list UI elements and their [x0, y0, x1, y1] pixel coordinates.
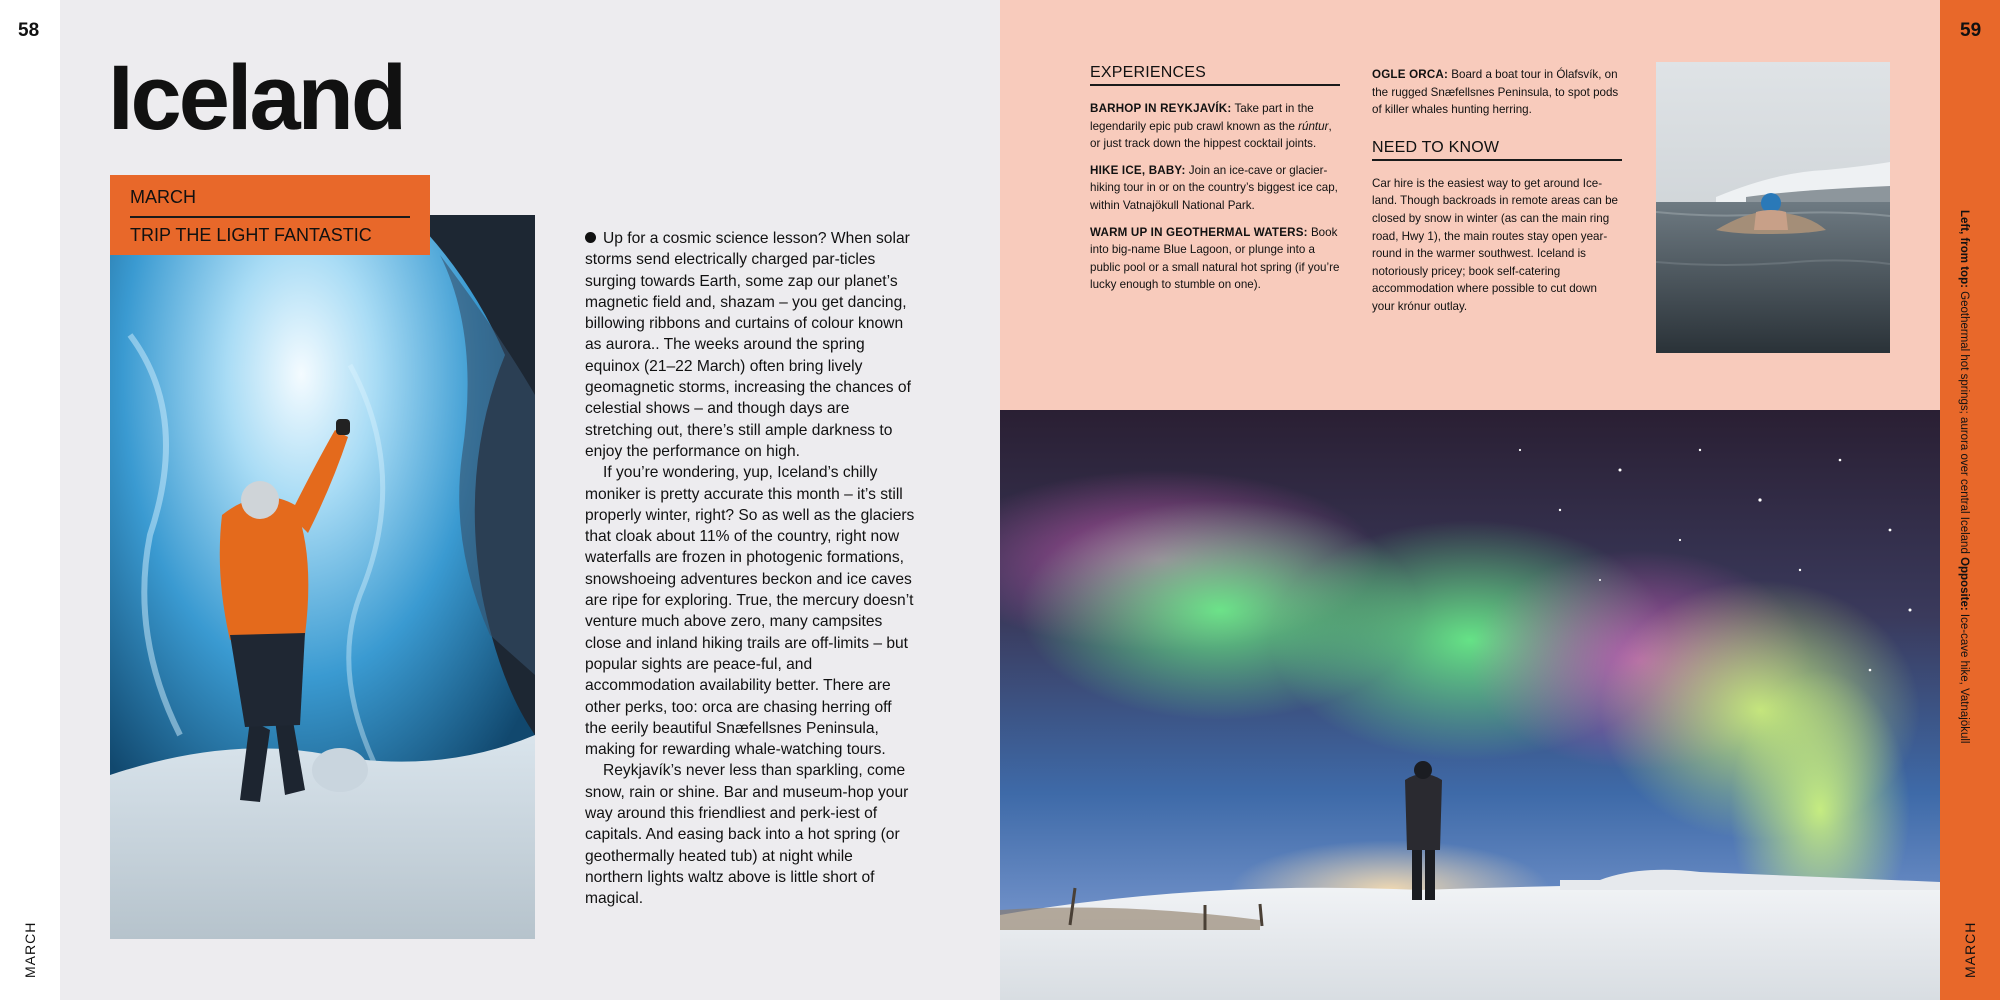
need-to-know-column — [1372, 66, 1622, 316]
page-number-right: 59 — [1960, 20, 1982, 41]
bullet-icon — [585, 232, 596, 243]
left-margin — [0, 0, 60, 1000]
photo-caption: Left, from top: Geothermal hot springs; aurora over central Iceland Opposite: Ice-cave hike, Vatnajökull — [1958, 210, 1970, 744]
month-tag — [110, 175, 430, 255]
main-article-text — [585, 228, 915, 910]
article-paragraph-3: Reykjavík’s never less than sparkling, come snow, rain or shine. Bar and museum-hop your way around this friendliest and perk-iest of capitals. And easing back into a hot spring (or geothermally heated tub) at night while northern lights waltz above is little short of magical. — [585, 762, 909, 908]
month-tag-month: MARCH — [130, 187, 410, 218]
hot-spring-bather-photo — [1656, 62, 1890, 353]
page-title: Iceland — [108, 47, 405, 149]
article-paragraph-1: Up for a cosmic science lesson? When solar storms send electrically charged par-ticles surging towards Earth, some zap our planet’s magnetic field and, shazam – you get dancing, billowing ribbons and curtains of colour known as aurora.. The weeks around the spring equinox (21–22 March) often bring lively geomagnetic storms, increasing the chances of celestial shows – and though days are stretching out, there’s still ample darkness to enjoy the performance on high. — [585, 230, 911, 460]
experiences-column — [1090, 64, 1340, 303]
side-month-right: MARCH — [1962, 921, 1978, 978]
article-paragraph-2: If you’re wondering, yup, Iceland’s chilly moniker is pretty accurate this month – it’s still properly winter, right? So as well as the glaciers that cloak about 11% of the country, right now waterfalls are frozen in photogenic formations, snowshoeing adventures beckon and ice caves are ripe for exploring. True, the mercury doesn’t venture much above zero, many campsites close and inland hiking trails are off-limits – but popular sights are peace-ful, and accommodation availability better. There are other perks, too: orca are chasing herring off the eerily beautiful Snæfellsnes Peninsula, making for rewarding whale-watching tours. — [585, 464, 915, 759]
experience-item: BARHOP IN REYKJAVÍK: Take part in the legendarily epic pub crawl known as the rúntur, or just track down the hippest cocktail joints. — [1090, 102, 1332, 151]
aurora-landscape-photo — [1000, 410, 1940, 1000]
experience-item-orca: OGLE ORCA: Board a boat tour in Ólafsvík, on the rugged Snæfellsnes Peninsula, to spot pods of killer whales hunting herring. — [1372, 68, 1619, 117]
ice-cave-hiker-photo — [110, 215, 535, 939]
experiences-heading: EXPERIENCES — [1090, 64, 1340, 86]
page-number-left: 58 — [18, 20, 40, 41]
experience-item: WARM UP IN GEOTHERMAL WATERS: Book into big-name Blue Lagoon, or plunge into a public pool or a small natural hot spring (if you’re lucky enough to stumble on one). — [1090, 225, 1340, 292]
right-accent-strip — [1940, 0, 2000, 1000]
month-tag-subtitle: TRIP THE LIGHT FANTASTIC — [130, 225, 372, 245]
side-month-left: MARCH — [22, 921, 38, 978]
experience-item: HIKE ICE, BABY: Join an ice-cave or glacier-hiking tour in or on the country’s biggest ice cap, within Vatnajökull National Park. — [1090, 163, 1338, 212]
need-to-know-text: Car hire is the easiest way to get around Ice-land. Though backroads in remote areas can be closed by snow in winter (as can the main ring road, Hwy 1), the main routes stay open year-round in the warmer southwest. Iceland is notoriously pricey; book self-catering accommodation where possible to cut down your krónur outlay. — [1372, 176, 1618, 313]
need-to-know-heading: NEED TO KNOW — [1372, 139, 1622, 161]
